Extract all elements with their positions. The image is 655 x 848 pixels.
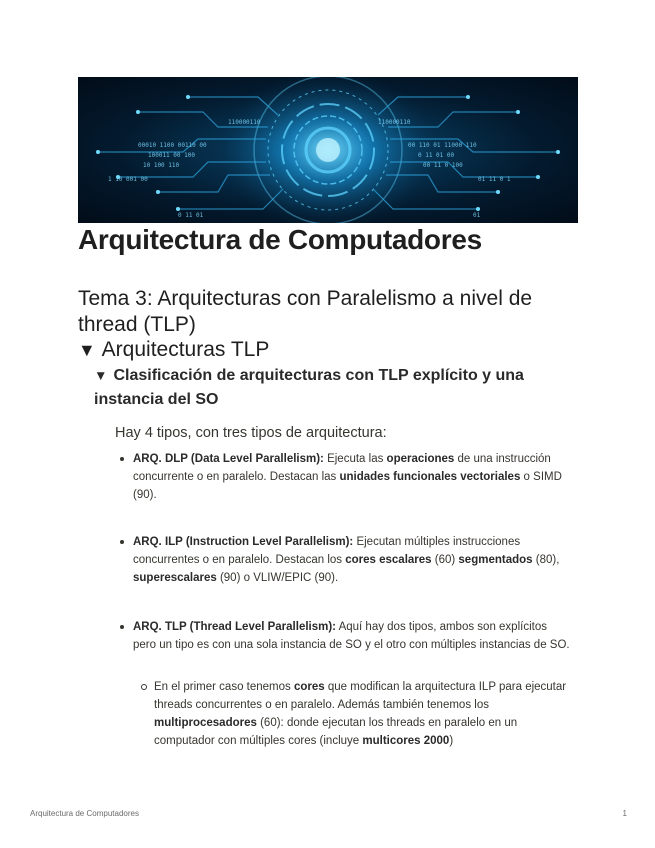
bullet-text: (60) bbox=[431, 554, 459, 566]
bullet-text: (60): donde ejecutan los threads en paralelo en un computador con múltiples cores (incluye bbox=[154, 717, 518, 747]
bullet-text: En el primer caso tenemos bbox=[154, 681, 294, 693]
bullet-bold: segmentados bbox=[458, 554, 533, 566]
circuit-illustration bbox=[78, 77, 578, 223]
binary-text: 0 11 01 bbox=[178, 212, 204, 219]
document-title: Arquitectura de Computadores bbox=[78, 224, 482, 255]
list-item-ilp bbox=[133, 533, 573, 587]
bullet-bold: superescalares bbox=[133, 572, 217, 584]
bullet-bold: cores bbox=[293, 681, 325, 693]
topic-heading: Tema 3: Arquitecturas con Paralelismo a nivel de thread (TLP) bbox=[78, 287, 533, 336]
subsection-toggle-heading[interactable] bbox=[94, 364, 574, 412]
binary-text: 110000110 bbox=[228, 119, 261, 126]
bullet-text: Aquí hay dos tipos, ambos son explícitos pero un tipo es con una sola instancia de SO y el otro con múltiples instancias de SO. bbox=[133, 621, 570, 651]
bullet-text: (80), bbox=[532, 554, 560, 566]
cover-image bbox=[78, 77, 578, 223]
toggle-triangle-icon[interactable]: ▼ bbox=[78, 340, 96, 360]
bullet-text: Ejecutan múltiples instrucciones concurrentes o en paralelo. Destacan los bbox=[133, 536, 521, 566]
section-toggle-heading[interactable] bbox=[78, 338, 269, 362]
bullet-text: de una instrucción concurrente o en paralelo. Destacan las bbox=[133, 453, 551, 483]
binary-text: 00 11 0 100 bbox=[423, 162, 463, 169]
footer-title: Arquitectura de Computadores bbox=[30, 809, 139, 818]
binary-text: 00 110 01 11000 110 bbox=[408, 142, 477, 149]
bullet-bold: unidades funcionales vectoriales bbox=[339, 471, 521, 483]
bullet-text: ) bbox=[449, 735, 454, 747]
intro-text: Hay 4 tipos, con tres tipos de arquitectura: bbox=[115, 425, 387, 441]
bullet-bold: multiprocesadores bbox=[154, 717, 257, 729]
bullet-bold: multicores 2000 bbox=[362, 735, 450, 747]
section-title: Arquitecturas TLP bbox=[101, 338, 270, 361]
bullet-text: Ejecuta las bbox=[323, 453, 387, 465]
subsection-title: Clasificación de arquitecturas con TLP explícito y una instancia del SO bbox=[94, 367, 524, 408]
binary-text: 01 11 0 1 bbox=[478, 176, 511, 183]
bullet-lead: ARQ. DLP (Data Level Parallelism): bbox=[133, 453, 324, 465]
list-item-tlp bbox=[133, 618, 573, 654]
binary-text: 0 11 01 00 bbox=[418, 152, 455, 159]
binary-text: 01 bbox=[473, 212, 481, 219]
binary-text: 00010 1100 00110 00 bbox=[138, 142, 207, 149]
bullet-text: (90) o VLIW/EPIC (90). bbox=[216, 572, 339, 584]
bullet-lead: ARQ. ILP (Instruction Level Parallelism): bbox=[133, 536, 354, 548]
bullet-text: o SIMD (90). bbox=[133, 471, 562, 501]
bullet-text: que modifican la arquitectura ILP para ejecutar threads concurrentes o en paralelo. Además también tenemos los bbox=[154, 681, 567, 711]
bullet-lead: ARQ. TLP (Thread Level Parallelism): bbox=[133, 621, 337, 633]
page-number: 1 bbox=[622, 809, 627, 818]
bullet-bold: cores escalares bbox=[345, 554, 432, 566]
bullet-bold: operaciones bbox=[386, 453, 455, 465]
binary-text: 110000110 bbox=[378, 119, 411, 126]
toggle-triangle-icon[interactable]: ▼ bbox=[94, 368, 108, 383]
binary-text: 10 100 110 bbox=[143, 162, 180, 169]
sub-list-item bbox=[154, 678, 574, 750]
binary-text: 1 10 001 00 bbox=[108, 176, 148, 183]
list-item-dlp bbox=[133, 450, 573, 504]
binary-text: 100011 00 100 bbox=[148, 152, 195, 159]
